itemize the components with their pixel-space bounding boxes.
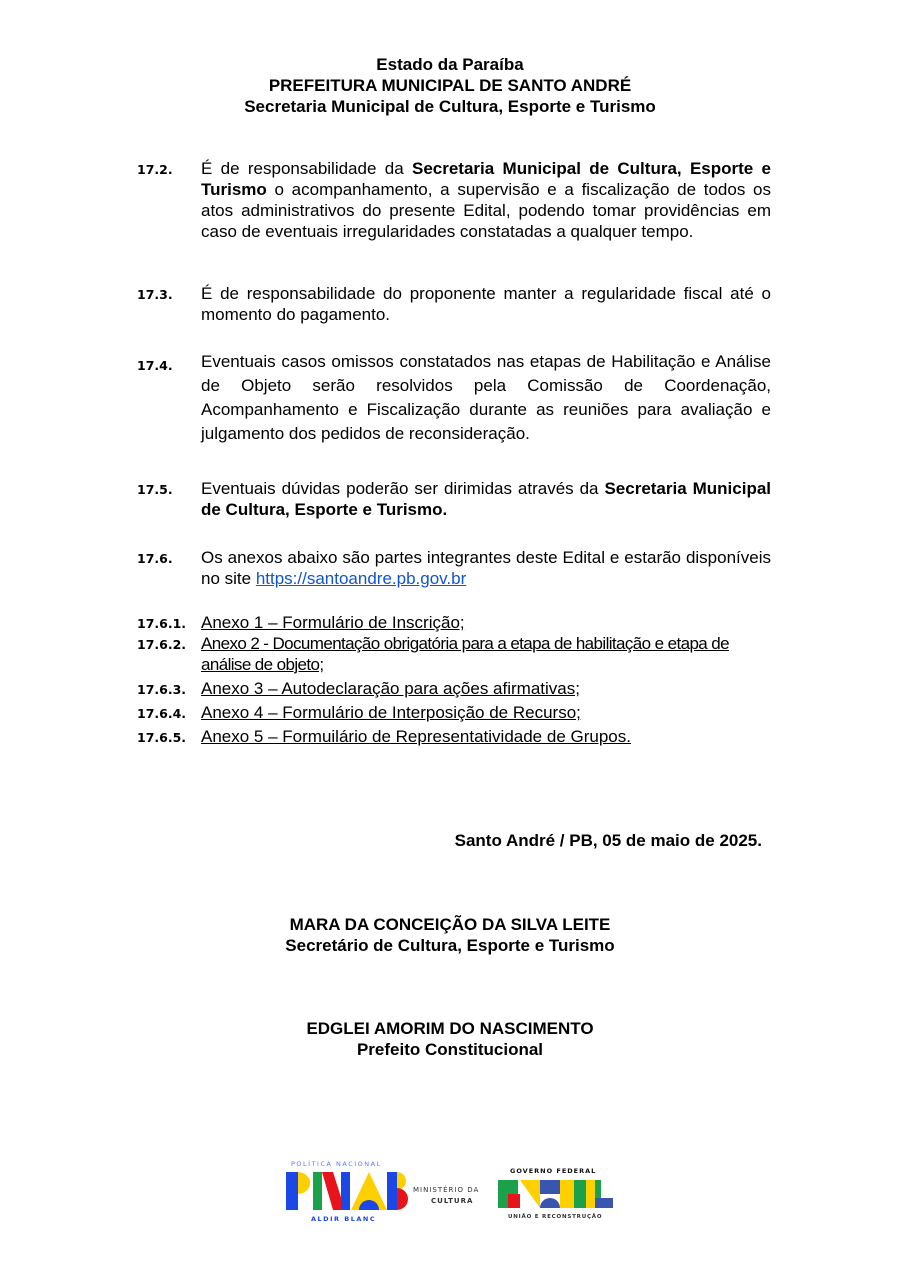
signatory-name: EDGLEI AMORIM DO NASCIMENTO — [306, 1019, 594, 1038]
clause-bold-text: Secretaria Municipal de Cultura, Esporte e Turismo — [201, 159, 772, 199]
signatory-role: Prefeito Constitucional — [356, 1040, 544, 1059]
svg-text:GOVERNO FEDERAL: GOVERNO FEDERAL — [510, 1167, 597, 1175]
clause-text: Eventuais dúvidas poderão ser dirimidas através da — [201, 479, 605, 498]
clause-text: Os anexos abaixo são partes integrantes deste Edital e estarão disponíveis no site — [201, 548, 771, 588]
clause-number: 17.6. — [137, 551, 173, 566]
svg-text:CULTURA: CULTURA — [431, 1197, 474, 1205]
document-header — [0, 54, 900, 117]
annex-number: 17.6.1. — [137, 616, 187, 631]
clause-number: 17.4. — [137, 358, 173, 373]
clause-number: 17.3. — [137, 287, 173, 302]
clause-17-3 — [137, 283, 771, 325]
annex-item — [137, 702, 771, 723]
clause-text: o acompanhamento, a supervisão e a fiscalização de todos os atos administrativos do presente Edital, podendo tomar providências em caso de eventuais irregularidades constatadas a qualquer tempo. — [201, 180, 771, 241]
signatory-role: Secretário de Cultura, Esporte e Turismo — [285, 936, 615, 955]
annex-number: 17.6.4. — [137, 706, 187, 721]
annex-text: Anexo 1 – Formulário de Inscrição; — [201, 613, 465, 632]
annex-number: 17.6.3. — [137, 682, 187, 697]
signature-block — [0, 914, 900, 956]
annex-number: 17.6.2. — [137, 637, 187, 652]
annex-text: Anexo 5 – Formuilário de Representatividade de Grupos. — [201, 727, 631, 746]
svg-text:ALDIR BLANC: ALDIR BLANC — [311, 1215, 377, 1223]
clause-17-4 — [137, 350, 771, 446]
signature-block — [0, 1018, 900, 1060]
clause-17-2 — [137, 158, 771, 242]
document-date: Santo André / PB, 05 de maio de 2025. — [454, 831, 762, 850]
annex-item — [137, 678, 771, 699]
svg-text:MINISTÉRIO DA: MINISTÉRIO DA — [413, 1186, 480, 1194]
signatory-name: MARA DA CONCEIÇÃO DA SILVA LEITE — [289, 915, 611, 934]
annex-number: 17.6.5. — [137, 730, 187, 745]
annex-item — [137, 726, 771, 747]
governo-federal-logo — [498, 1167, 613, 1220]
clause-bold-text: Secretaria Municipal de Cultura, Esporte e Turismo. — [201, 479, 772, 519]
clause-number: 17.5. — [137, 482, 173, 497]
svg-text:UNIÃO E RECONSTRUÇÃO: UNIÃO E RECONSTRUÇÃO — [508, 1214, 603, 1220]
svg-text:POLÍTICA NACIONAL: POLÍTICA NACIONAL — [291, 1160, 382, 1168]
annex-text: Anexo 4 – Formulário de Interposição de Recurso; — [201, 703, 581, 722]
annex-text: Anexo 3 – Autodeclaração para ações afirmativas; — [201, 679, 580, 698]
annex-item — [137, 633, 771, 675]
pnab-logo — [283, 1158, 623, 1224]
header-state: Estado da Paraíba — [376, 55, 524, 74]
clause-17-5 — [137, 478, 771, 520]
footer-logos — [283, 1158, 623, 1229]
clause-number: 17.2. — [137, 162, 173, 177]
clause-text: Eventuais casos omissos constatados nas etapas de Habilitação e Análise de Objeto serão resolvidos pela Comissão de Coordenação, Acompanhamento e Fiscalização durante as reuniões para avaliação e julgamento dos pedidos de reconsideração. — [201, 352, 771, 443]
annex-item — [137, 612, 771, 633]
annex-text: Anexo 2 - Documentação obrigatória para a etapa de habilitação e etapa de análise de objeto; — [201, 634, 729, 674]
clause-text: É de responsabilidade do proponente manter a regularidade fiscal até o momento do pagamento. — [201, 284, 771, 324]
header-prefeitura: PREFEITURA MUNICIPAL DE SANTO ANDRÉ — [268, 76, 632, 95]
clause-17-6 — [137, 547, 771, 589]
clause-text: É de responsabilidade da — [201, 159, 412, 178]
website-link[interactable]: https://santoandre.pb.gov.br — [255, 569, 467, 588]
header-secretaria: Secretaria Municipal de Cultura, Esporte e Turismo — [244, 97, 656, 116]
